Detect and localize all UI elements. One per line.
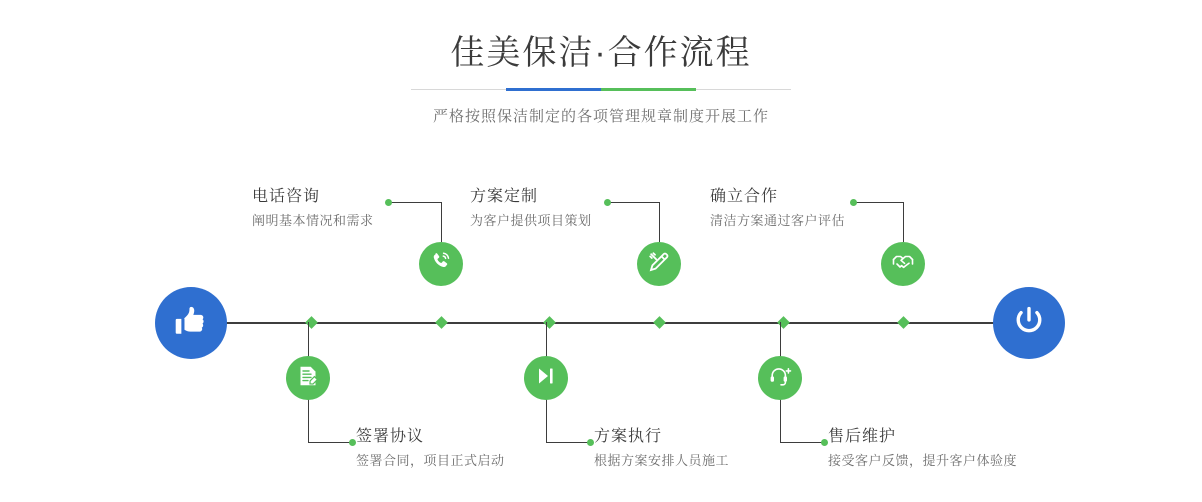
step-icon-phone-call[interactable] <box>419 242 463 286</box>
step-title: 售后维护 <box>828 428 897 445</box>
header <box>0 30 1202 126</box>
step-title: 签署协议 <box>356 428 425 445</box>
connector-tip-dot <box>821 439 828 446</box>
title-divider <box>411 88 791 91</box>
connector-line <box>546 442 590 443</box>
connector-line <box>855 202 904 203</box>
connector-line <box>441 202 442 242</box>
connector-tip-dot <box>587 439 594 446</box>
step-icon-handshake[interactable] <box>881 242 925 286</box>
phone-call-icon <box>429 250 453 279</box>
step-desc: 阐明基本情况和需求 <box>252 213 374 228</box>
step-title: 确立合作 <box>710 188 779 205</box>
timeline-end-node <box>993 287 1065 359</box>
step-title: 电话咨询 <box>252 188 321 205</box>
axis-marker <box>435 316 448 329</box>
handshake-icon <box>891 250 915 279</box>
connector-line <box>903 202 904 242</box>
connector-line <box>308 442 352 443</box>
page-subtitle: 严格按照保洁制定的各项管理规章制度开展工作 <box>432 108 769 125</box>
connector-line <box>610 202 660 203</box>
power-icon <box>1012 304 1046 343</box>
step-label-6 <box>828 426 1017 472</box>
thumbs-up-icon <box>174 304 208 343</box>
step-title: 方案定制 <box>470 188 539 205</box>
headset-support-icon <box>768 364 792 393</box>
document-edit-icon <box>296 364 320 393</box>
step-desc: 为客户提供项目策划 <box>470 213 592 228</box>
connector-tip-dot <box>850 199 857 206</box>
connector-line <box>659 202 660 242</box>
step-label-4 <box>594 426 729 472</box>
step-desc: 签署合同，项目正式启动 <box>356 453 505 468</box>
pen-ruler-icon <box>647 250 671 279</box>
step-desc: 清洁方案通过客户评估 <box>710 213 846 228</box>
step-icon-pen-ruler[interactable] <box>637 242 681 286</box>
step-label-2 <box>356 426 505 472</box>
divider-green-segment <box>601 88 696 91</box>
connector-line <box>780 442 824 443</box>
play-forward-icon <box>534 364 558 393</box>
connector-line <box>390 202 442 203</box>
step-label-3 <box>470 186 592 232</box>
step-icon-headset-support[interactable] <box>758 356 802 400</box>
axis-marker <box>897 316 910 329</box>
step-label-1 <box>252 186 374 232</box>
axis-marker <box>653 316 666 329</box>
step-desc: 根据方案安排人员施工 <box>594 453 730 468</box>
connector-tip-dot <box>349 439 356 446</box>
connector-tip-dot <box>385 199 392 206</box>
step-desc: 接受客户反馈，提升客户体验度 <box>828 453 1018 468</box>
page-title: 佳美保洁·合作流程 <box>450 34 752 72</box>
step-title: 方案执行 <box>594 428 663 445</box>
divider-blue-segment <box>506 88 601 91</box>
timeline-start-node <box>155 287 227 359</box>
step-icon-document-edit[interactable] <box>286 356 330 400</box>
step-icon-play-forward[interactable] <box>524 356 568 400</box>
connector-tip-dot <box>604 199 611 206</box>
step-label-5 <box>710 186 845 232</box>
